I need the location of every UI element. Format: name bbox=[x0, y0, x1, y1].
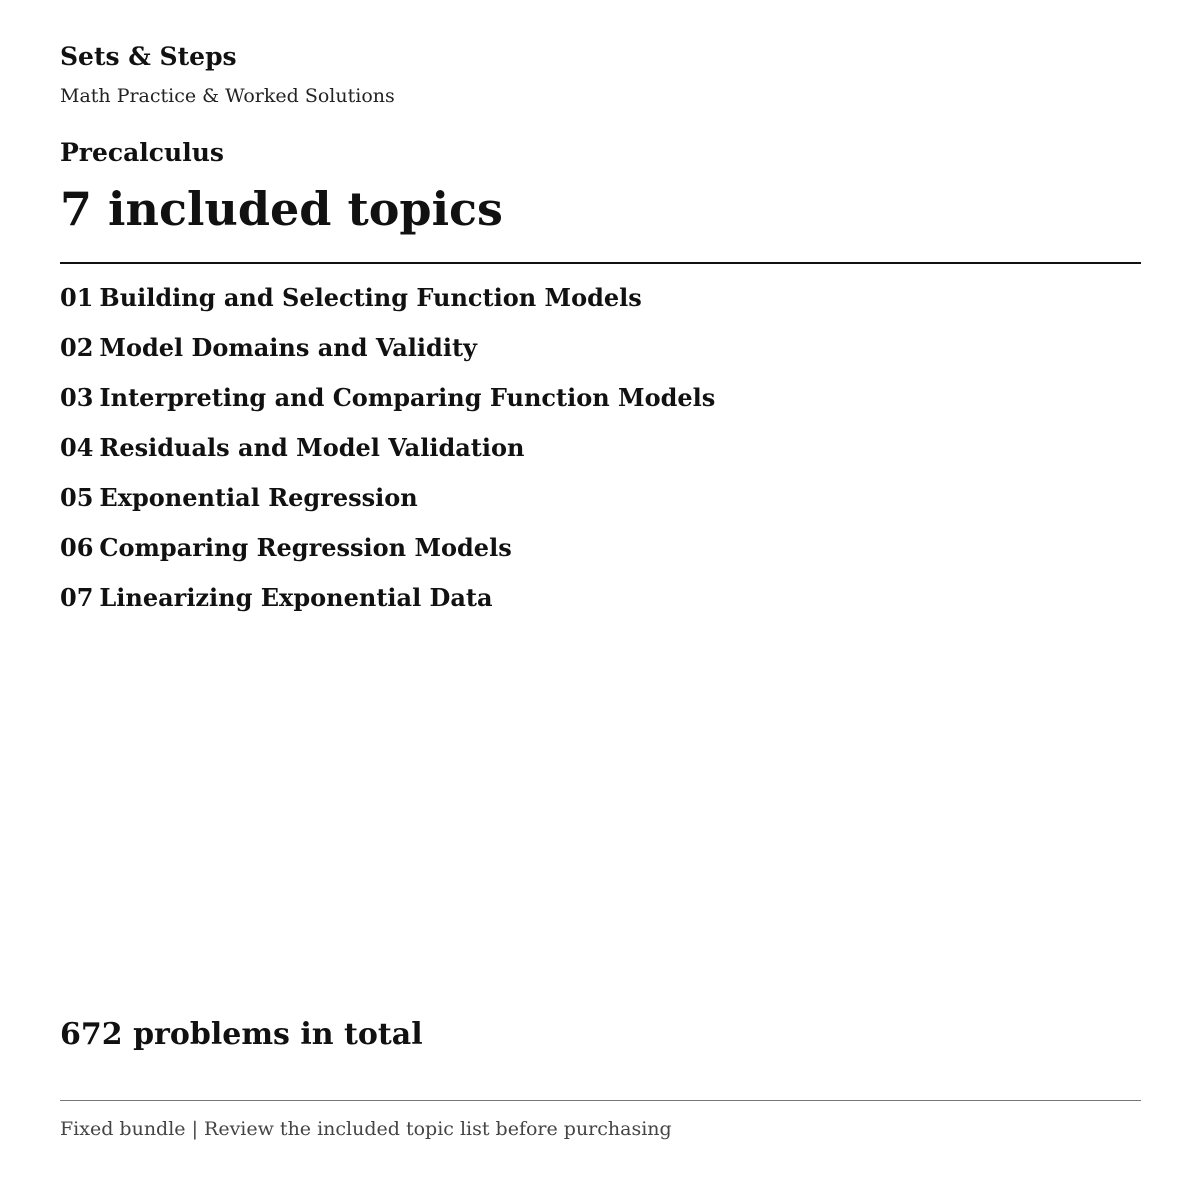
topic-number: 01 bbox=[60, 283, 94, 312]
topic-item bbox=[60, 381, 715, 431]
topic-item bbox=[60, 481, 715, 531]
topic-title: Comparing Regression Models bbox=[99, 533, 512, 562]
topic-number: 05 bbox=[60, 483, 94, 512]
footer-divider bbox=[60, 1100, 1141, 1101]
topic-number: 06 bbox=[60, 533, 94, 562]
topic-item bbox=[60, 531, 715, 581]
topic-title: Linearizing Exponential Data bbox=[99, 583, 493, 612]
topic-title: Exponential Regression bbox=[99, 483, 418, 512]
footer-note: Fixed bundle | Review the included topic list before purchasing bbox=[60, 1118, 672, 1140]
topic-item bbox=[60, 431, 715, 481]
topic-item bbox=[60, 331, 715, 381]
brand-name: Sets & Steps bbox=[60, 42, 237, 71]
problem-total: 672 problems in total bbox=[60, 1017, 423, 1052]
topic-title: Model Domains and Validity bbox=[99, 333, 477, 362]
header-divider bbox=[60, 262, 1141, 264]
subject-title: Precalculus bbox=[60, 138, 224, 167]
page-headline: 7 included topics bbox=[60, 182, 503, 236]
topic-title: Interpreting and Comparing Function Models bbox=[99, 383, 716, 412]
topic-number: 02 bbox=[60, 333, 94, 362]
topic-title: Building and Selecting Function Models bbox=[99, 283, 642, 312]
brand-tagline: Math Practice & Worked Solutions bbox=[60, 85, 395, 107]
topic-number: 03 bbox=[60, 383, 94, 412]
topic-item bbox=[60, 581, 715, 631]
topic-item bbox=[60, 281, 715, 331]
topic-list bbox=[60, 281, 715, 631]
topic-number: 04 bbox=[60, 433, 94, 462]
topic-number: 07 bbox=[60, 583, 94, 612]
topic-title: Residuals and Model Validation bbox=[99, 433, 525, 462]
